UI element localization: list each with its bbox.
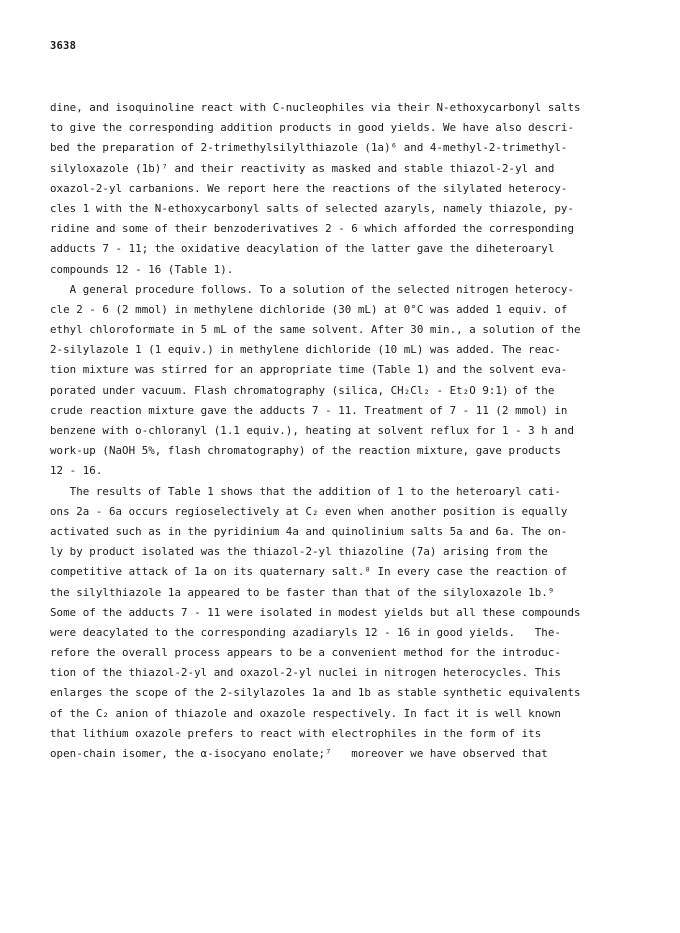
text-line: competitive attack of 1a on its quaternary salt.⁸ In every case the reaction of <box>50 565 568 579</box>
text-line: to give the corresponding addition products in good yields. We have also descri- <box>50 121 575 135</box>
text-line: compounds 12 - 16 (Table 1). <box>50 262 234 276</box>
text-line: oxazol-2-yl carbanions. We report here the reactions of the silylated heterocy- <box>50 181 568 195</box>
text-line: ethyl chloroformate in 5 mL of the same solvent. After 30 min., a solution of the <box>50 323 581 337</box>
page-number: 3638 <box>50 40 77 52</box>
text-line: Some of the adducts 7 - 11 were isolated in modest yields but all these compounds <box>50 605 581 619</box>
text-line: open-chain isomer, the α-isocyano enolate;⁷ moreover we have observed that <box>50 747 548 760</box>
text-line: tion mixture was stirred for an appropriate time (Table 1) and the solvent eva- <box>50 363 568 377</box>
text-line: cle 2 - 6 (2 mmol) in methylene dichloride (30 mL) at 0°C was added 1 equiv. of <box>50 302 568 316</box>
text-line: crude reaction mixture gave the adducts 7 - 11. Treatment of 7 - 11 (2 mmol) in <box>50 403 568 417</box>
text-line: adducts 7 - 11; the oxidative deacylation of the latter gave the diheteroaryl <box>50 242 555 256</box>
body-text <box>50 98 640 764</box>
text-line: silyloxazole (1b)⁷ and their reactivity as masked and stable thiazol-2-yl and <box>50 161 555 175</box>
text-line: benzene with o-chloranyl (1.1 equiv.), heating at solvent reflux for 1 - 3 h and <box>50 424 575 437</box>
text-line: dine, and isoquinoline react with C-nucleophiles via their N-ethoxycarbonyl salts <box>50 101 581 114</box>
text-line: the silylthiazole 1a appeared to be faster than that of the silyloxazole 1b.⁹ <box>50 585 555 599</box>
text-line: enlarges the scope of the 2-silylazoles 1a and 1b as stable synthetic equivalents <box>50 686 581 700</box>
text-line: that lithium oxazole prefers to react with electrophiles in the form of its <box>50 726 542 740</box>
text-line: bed the preparation of 2-trimethylsilylthiazole (1a)⁶ and 4-methyl-2-trimethyl- <box>50 141 568 155</box>
text-line: tion of the thiazol-2-yl and oxazol-2-yl nuclei in nitrogen heterocycles. This <box>50 666 561 680</box>
text-line: cles 1 with the N-ethoxycarbonyl salts of selected azaryls, namely thiazole, py- <box>50 201 575 215</box>
text-line: The results of Table 1 shows that the addition of 1 to the heteroaryl cati- <box>50 484 561 498</box>
text-line: ons 2a - 6a occurs regioselectively at C₂ even when another position is equally <box>50 504 568 518</box>
text-line: A general procedure follows. To a solution of the selected nitrogen heterocy- <box>50 282 575 296</box>
text-line: activated such as in the pyridinium 4a and quinolinium salts 5a and 6a. The on- <box>50 524 568 538</box>
text-line: 12 - 16. <box>50 464 103 478</box>
text-line: porated under vacuum. Flash chromatography (silica, CH₂Cl₂ - Et₂O 9:1) of the <box>50 383 555 397</box>
text-line: refore the overall process appears to be a convenient method for the introduc- <box>50 646 561 660</box>
text-line: 2-silylazole 1 (1 equiv.) in methylene dichloride (10 mL) was added. The reac- <box>50 343 561 357</box>
text-line: of the C₂ anion of thiazole and oxazole respectively. In fact it is well known <box>50 706 561 720</box>
text-line: were deacylated to the corresponding azadiaryls 12 - 16 in good yields. The- <box>50 625 561 639</box>
text-line: ly by product isolated was the thiazol-2-yl thiazoline (7a) arising from the <box>50 545 548 559</box>
text-line: work-up (NaOH 5%, flash chromatography) of the reaction mixture, gave products <box>50 444 561 458</box>
text-line: ridine and some of their benzoderivatives 2 - 6 which afforded the corresponding <box>50 222 575 236</box>
